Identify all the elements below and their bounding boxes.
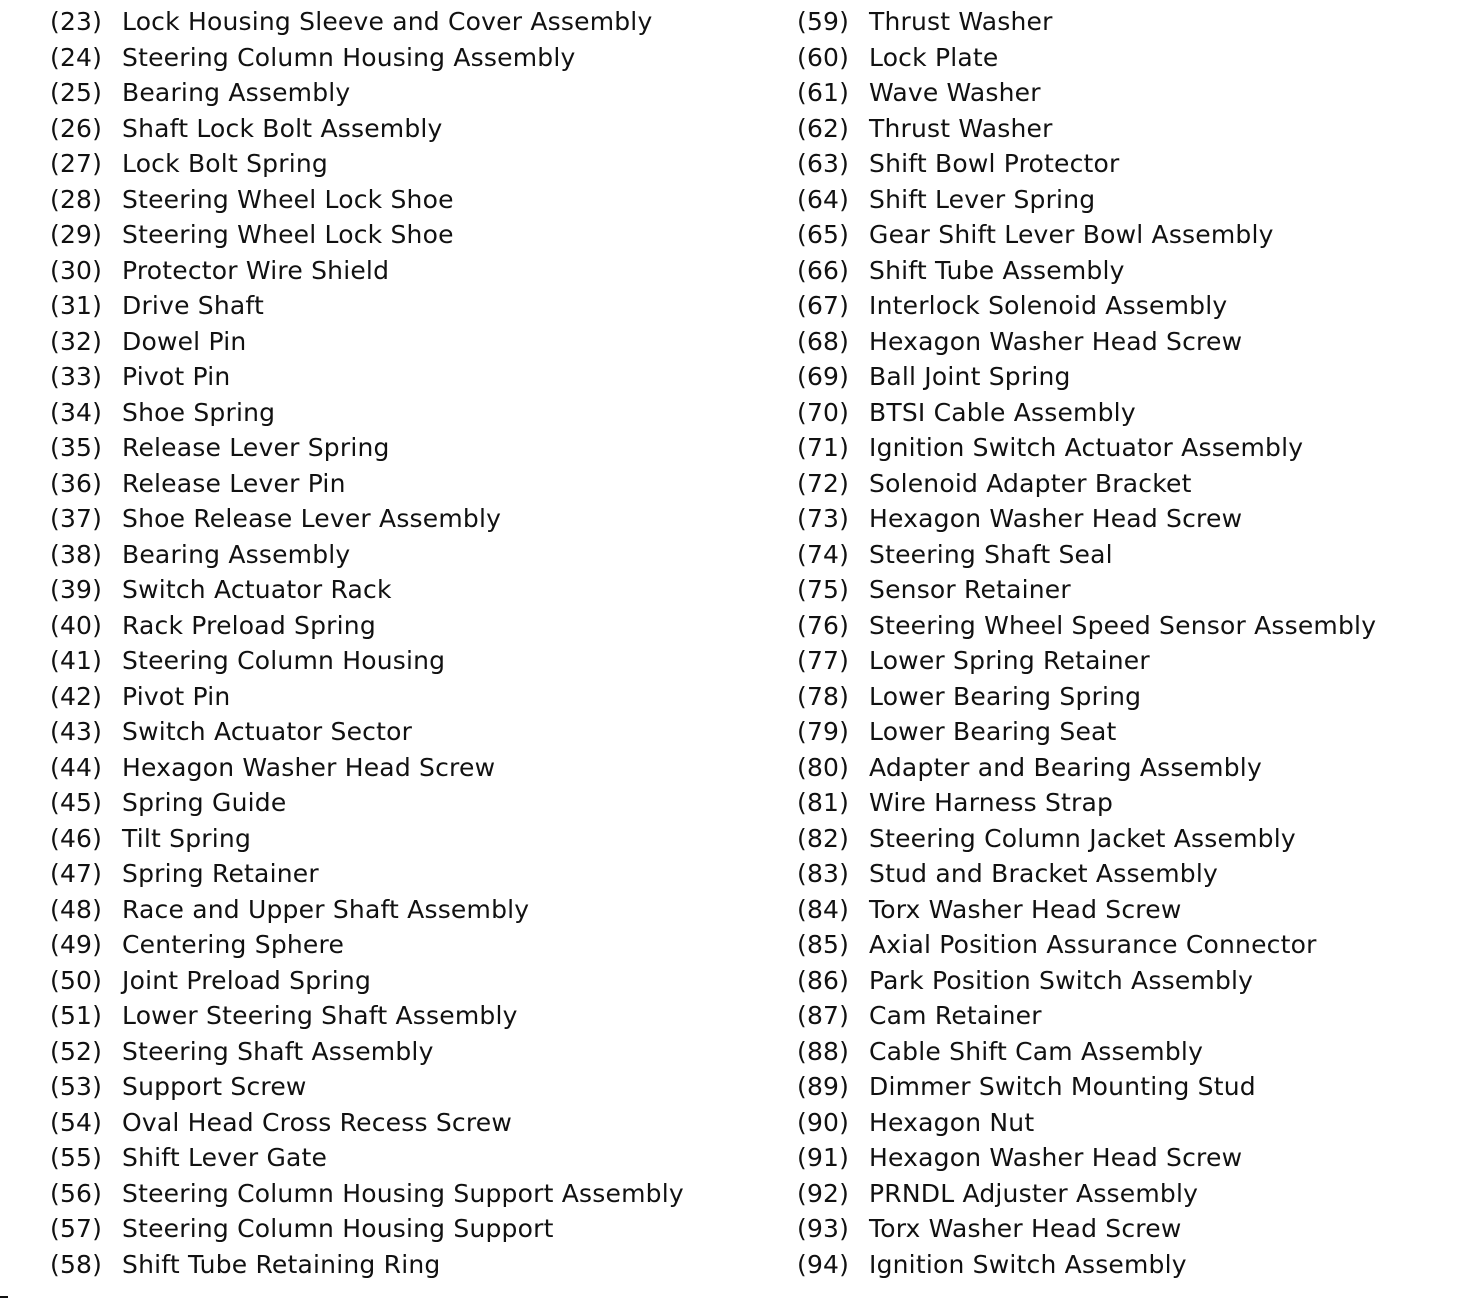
item-number: (60) — [797, 42, 850, 72]
list-item — [50, 182, 684, 218]
item-description: Sensor Retainer — [869, 575, 1071, 605]
list-item — [50, 608, 684, 644]
item-description: Lock Housing Sleeve and Cover Assembly — [122, 7, 653, 37]
item-description: Bearing Assembly — [122, 539, 351, 569]
list-item — [797, 324, 1376, 360]
list-item — [797, 679, 1376, 715]
item-description: Shoe Release Lever Assembly — [122, 504, 502, 534]
item-number: (91) — [797, 1143, 850, 1173]
item-description: Shift Lever Gate — [122, 1143, 328, 1173]
item-number: (40) — [50, 610, 103, 640]
item-number: (55) — [50, 1143, 103, 1173]
list-item — [50, 856, 684, 892]
item-description: Steering Column Jacket Assembly — [869, 823, 1296, 853]
item-number: (81) — [797, 788, 850, 818]
list-item — [50, 253, 684, 289]
item-number: (26) — [50, 113, 103, 143]
item-number: (73) — [797, 504, 850, 534]
item-number: (56) — [50, 1178, 103, 1208]
item-number: (58) — [50, 1249, 103, 1279]
list-item — [797, 1140, 1376, 1176]
item-description: Cable Shift Cam Assembly — [869, 1036, 1204, 1066]
item-number: (67) — [797, 291, 850, 321]
item-description: Steering Wheel Lock Shoe — [122, 220, 454, 250]
item-number: (53) — [50, 1072, 103, 1102]
list-item — [50, 1105, 684, 1141]
list-item — [797, 75, 1376, 111]
item-number: (79) — [797, 717, 850, 747]
item-number: (38) — [50, 539, 103, 569]
list-item — [797, 40, 1376, 76]
list-item — [50, 395, 684, 431]
item-description: Lower Bearing Seat — [869, 717, 1117, 747]
item-description: Steering Shaft Assembly — [122, 1036, 434, 1066]
item-number: (85) — [797, 930, 850, 960]
item-number: (37) — [50, 504, 103, 534]
item-number: (31) — [50, 291, 103, 321]
list-item — [797, 750, 1376, 786]
item-number: (25) — [50, 78, 103, 108]
item-description: Gear Shift Lever Bowl Assembly — [869, 220, 1274, 250]
item-description: Shift Lever Spring — [869, 184, 1096, 214]
item-number: (57) — [50, 1214, 103, 1244]
item-description: Hexagon Washer Head Screw — [869, 326, 1243, 356]
list-item — [797, 288, 1376, 324]
item-description: Adapter and Bearing Assembly — [869, 752, 1262, 782]
item-description: Steering Column Housing Support — [122, 1214, 554, 1244]
list-item — [50, 785, 684, 821]
item-description: Ignition Switch Actuator Assembly — [869, 433, 1304, 463]
item-description: Thrust Washer — [869, 113, 1053, 143]
item-number: (47) — [50, 859, 103, 889]
item-description: Hexagon Washer Head Screw — [869, 504, 1243, 534]
item-description: Release Lever Spring — [122, 433, 390, 463]
list-item — [797, 501, 1376, 537]
item-number: (42) — [50, 681, 103, 711]
item-description: Lower Steering Shaft Assembly — [122, 1001, 518, 1031]
item-number: (50) — [50, 965, 103, 995]
item-number: (61) — [797, 78, 850, 108]
list-item — [797, 395, 1376, 431]
list-item — [50, 1140, 684, 1176]
item-description: Lower Spring Retainer — [869, 646, 1150, 676]
item-description: Torx Washer Head Screw — [869, 894, 1182, 924]
item-description: Park Position Switch Assembly — [869, 965, 1254, 995]
item-number: (44) — [50, 752, 103, 782]
list-item — [50, 1176, 684, 1212]
item-number: (59) — [797, 7, 850, 37]
item-number: (33) — [50, 362, 103, 392]
item-number: (69) — [797, 362, 850, 392]
list-item — [797, 182, 1376, 218]
item-number: (48) — [50, 894, 103, 924]
item-number: (78) — [797, 681, 850, 711]
item-description: Steering Column Housing Assembly — [122, 42, 576, 72]
list-item — [797, 217, 1376, 253]
list-item — [50, 501, 684, 537]
item-description: Shoe Spring — [122, 397, 276, 427]
list-item — [797, 430, 1376, 466]
item-number: (88) — [797, 1036, 850, 1066]
item-number: (32) — [50, 326, 103, 356]
item-description: Steering Column Housing — [122, 646, 446, 676]
item-description: Shift Tube Assembly — [869, 255, 1125, 285]
item-number: (51) — [50, 1001, 103, 1031]
list-item — [797, 1069, 1376, 1105]
item-description: Bearing Assembly — [122, 78, 351, 108]
item-number: (87) — [797, 1001, 850, 1031]
item-description: Switch Actuator Sector — [122, 717, 413, 747]
list-item — [797, 714, 1376, 750]
item-description: Support Screw — [122, 1072, 307, 1102]
list-item — [797, 537, 1376, 573]
item-description: Race and Upper Shaft Assembly — [122, 894, 530, 924]
item-description: Wave Washer — [869, 78, 1041, 108]
list-item — [797, 643, 1376, 679]
item-description: Hexagon Nut — [869, 1107, 1035, 1137]
item-number: (24) — [50, 42, 103, 72]
item-description: Tilt Spring — [122, 823, 252, 853]
item-description: Lock Bolt Spring — [122, 149, 328, 179]
list-item — [50, 679, 684, 715]
list-item — [797, 927, 1376, 963]
item-number: (64) — [797, 184, 850, 214]
item-number: (68) — [797, 326, 850, 356]
legend-column-left — [50, 4, 684, 1282]
list-item — [50, 1211, 684, 1247]
item-number: (49) — [50, 930, 103, 960]
list-item — [50, 288, 684, 324]
item-description: Shaft Lock Bolt Assembly — [122, 113, 443, 143]
item-description: Steering Wheel Speed Sensor Assembly — [869, 610, 1377, 640]
item-description: Solenoid Adapter Bracket — [869, 468, 1192, 498]
item-number: (80) — [797, 752, 850, 782]
item-number: (34) — [50, 397, 103, 427]
item-description: Thrust Washer — [869, 7, 1053, 37]
item-number: (35) — [50, 433, 103, 463]
list-item — [797, 111, 1376, 147]
list-item — [797, 856, 1376, 892]
item-description: Spring Guide — [122, 788, 287, 818]
list-item — [797, 359, 1376, 395]
item-description: Hexagon Washer Head Screw — [869, 1143, 1243, 1173]
item-number: (70) — [797, 397, 850, 427]
legend-column-right — [797, 4, 1376, 1282]
list-item — [797, 146, 1376, 182]
item-number: (36) — [50, 468, 103, 498]
item-description: Dowel Pin — [122, 326, 247, 356]
item-number: (65) — [797, 220, 850, 250]
list-item — [50, 324, 684, 360]
list-item — [797, 963, 1376, 999]
list-item — [50, 1034, 684, 1070]
item-description: Release Lever Pin — [122, 468, 346, 498]
list-item — [50, 892, 684, 928]
item-number: (62) — [797, 113, 850, 143]
list-item — [50, 572, 684, 608]
item-number: (23) — [50, 7, 103, 37]
item-description: PRNDL Adjuster Assembly — [869, 1178, 1199, 1208]
item-number: (43) — [50, 717, 103, 747]
item-description: Ball Joint Spring — [869, 362, 1071, 392]
item-number: (30) — [50, 255, 103, 285]
item-number: (72) — [797, 468, 850, 498]
list-item — [797, 821, 1376, 857]
item-description: Shift Tube Retaining Ring — [122, 1249, 441, 1279]
list-item — [50, 111, 684, 147]
item-description: Dimmer Switch Mounting Stud — [869, 1072, 1256, 1102]
page-edge-mark — [0, 1296, 8, 1298]
list-item — [50, 4, 684, 40]
item-description: Wire Harness Strap — [869, 788, 1114, 818]
item-number: (29) — [50, 220, 103, 250]
list-item — [797, 253, 1376, 289]
item-description: Shift Bowl Protector — [869, 149, 1120, 179]
list-item — [50, 1247, 684, 1283]
list-item — [797, 1105, 1376, 1141]
list-item — [797, 1247, 1376, 1283]
item-number: (90) — [797, 1107, 850, 1137]
item-description: Protector Wire Shield — [122, 255, 390, 285]
item-number: (28) — [50, 184, 103, 214]
item-description: Steering Shaft Seal — [869, 539, 1113, 569]
item-description: Spring Retainer — [122, 859, 319, 889]
item-description: Axial Position Assurance Connector — [869, 930, 1317, 960]
item-number: (66) — [797, 255, 850, 285]
list-item — [50, 466, 684, 502]
list-item — [50, 714, 684, 750]
item-description: Torx Washer Head Screw — [869, 1214, 1182, 1244]
list-item — [50, 998, 684, 1034]
list-item — [797, 4, 1376, 40]
item-description: Lock Plate — [869, 42, 999, 72]
list-item — [797, 998, 1376, 1034]
list-item — [797, 1211, 1376, 1247]
list-item — [797, 466, 1376, 502]
item-description: Hexagon Washer Head Screw — [122, 752, 496, 782]
list-item — [50, 963, 684, 999]
list-item — [50, 1069, 684, 1105]
item-number: (46) — [50, 823, 103, 853]
item-description: Steering Column Housing Support Assembly — [122, 1178, 684, 1208]
item-number: (82) — [797, 823, 850, 853]
list-item — [797, 572, 1376, 608]
item-number: (77) — [797, 646, 850, 676]
item-number: (75) — [797, 575, 850, 605]
list-item — [50, 537, 684, 573]
item-description: Oval Head Cross Recess Screw — [122, 1107, 512, 1137]
item-number: (39) — [50, 575, 103, 605]
list-item — [50, 643, 684, 679]
item-number: (76) — [797, 610, 850, 640]
item-number: (93) — [797, 1214, 850, 1244]
list-item — [797, 892, 1376, 928]
item-description: Pivot Pin — [122, 681, 231, 711]
item-number: (84) — [797, 894, 850, 924]
item-number: (63) — [797, 149, 850, 179]
item-description: Interlock Solenoid Assembly — [869, 291, 1228, 321]
item-description: Rack Preload Spring — [122, 610, 376, 640]
item-description: Joint Preload Spring — [122, 965, 372, 995]
list-item — [50, 430, 684, 466]
list-item — [797, 785, 1376, 821]
item-number: (92) — [797, 1178, 850, 1208]
item-description: BTSI Cable Assembly — [869, 397, 1136, 427]
item-number: (52) — [50, 1036, 103, 1066]
list-item — [50, 146, 684, 182]
item-number: (71) — [797, 433, 850, 463]
list-item — [50, 927, 684, 963]
item-number: (45) — [50, 788, 103, 818]
item-number: (74) — [797, 539, 850, 569]
list-item — [797, 1176, 1376, 1212]
item-number: (54) — [50, 1107, 103, 1137]
list-item — [50, 359, 684, 395]
item-description: Pivot Pin — [122, 362, 231, 392]
item-description: Centering Sphere — [122, 930, 345, 960]
item-number: (27) — [50, 149, 103, 179]
item-description: Cam Retainer — [869, 1001, 1042, 1031]
list-item — [797, 1034, 1376, 1070]
list-item — [797, 608, 1376, 644]
list-item — [50, 821, 684, 857]
item-number: (41) — [50, 646, 103, 676]
item-description: Stud and Bracket Assembly — [869, 859, 1219, 889]
item-number: (94) — [797, 1249, 850, 1279]
item-description: Steering Wheel Lock Shoe — [122, 184, 454, 214]
list-item — [50, 40, 684, 76]
item-number: (83) — [797, 859, 850, 889]
item-description: Lower Bearing Spring — [869, 681, 1142, 711]
item-number: (89) — [797, 1072, 850, 1102]
list-item — [50, 75, 684, 111]
item-description: Drive Shaft — [122, 291, 264, 321]
item-description: Switch Actuator Rack — [122, 575, 392, 605]
list-item — [50, 750, 684, 786]
list-item — [50, 217, 684, 253]
item-description: Ignition Switch Assembly — [869, 1249, 1187, 1279]
item-number: (86) — [797, 965, 850, 995]
